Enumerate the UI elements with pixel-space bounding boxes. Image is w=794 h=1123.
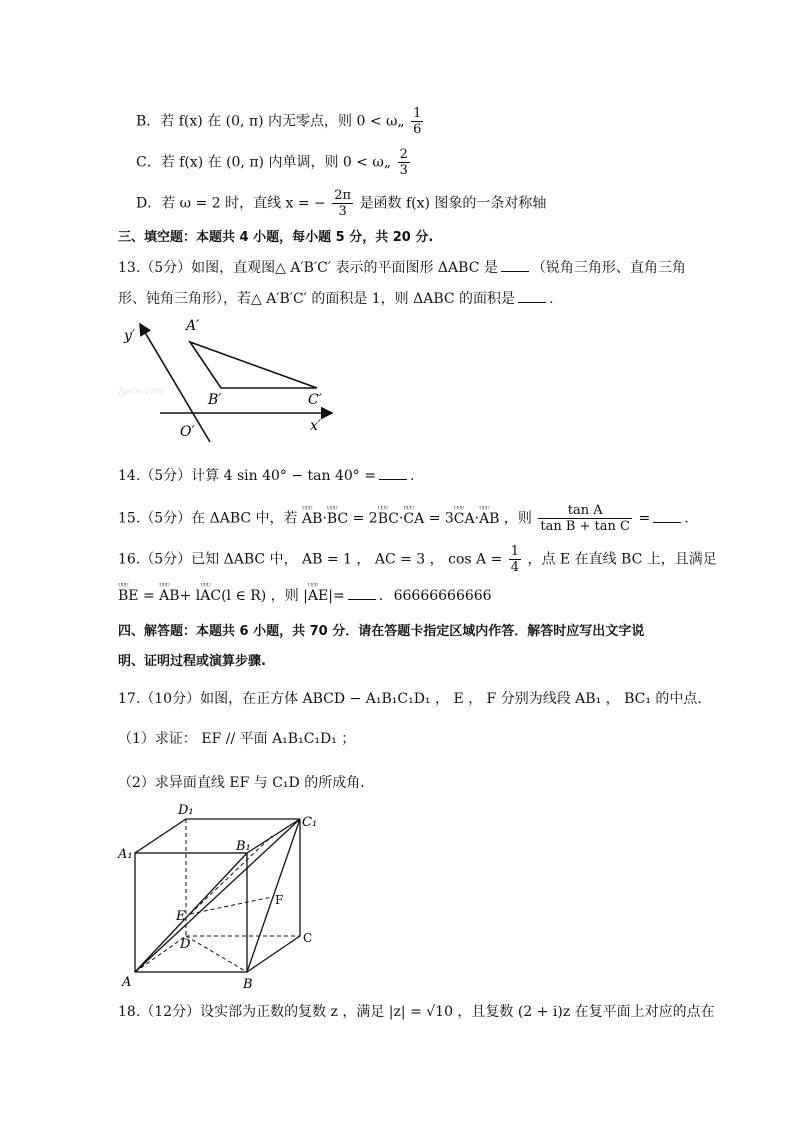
vector-bc: ᵁᵁᵁ BC — [327, 509, 348, 529]
vector-bc: ᵁᵁᵁ BC — [378, 509, 399, 529]
cube-figure — [110, 800, 330, 995]
option-c — [136, 147, 412, 178]
option-b-fraction: $\frac{1}{6}$ — [413, 106, 422, 137]
option-d-text-post: 是函数 f(x) 图象的一条对称轴 — [359, 195, 547, 212]
option-c-fraction: $\frac{2}{3}$ — [399, 147, 408, 178]
vector-be: ᵁᵁᵁ BE — [118, 586, 139, 606]
line-db — [186, 936, 247, 972]
q16-blank[interactable] — [348, 586, 376, 600]
q17-part2: （2）求异面直线 EF 与 C₁D 的所成角． — [118, 775, 375, 791]
option-d-text-pre: D．若 ω = 2 时，直线 x = − — [136, 195, 326, 212]
label-f: F — [275, 893, 284, 907]
q15-blank[interactable] — [653, 509, 681, 523]
q18: 18.（12分）设实部为正数的复数 z ，满足 |z| = √10 ，且复数 (2 + i)z 在复平面上对应的点在 — [118, 1004, 715, 1020]
label-o: O′ — [180, 424, 195, 440]
label-b: B′ — [208, 392, 222, 408]
section4-heading-line1: 四、解答题：本题共 6 小题，共 70 分．请在答题卡指定区域内作答．解答时应写出文字说 — [118, 624, 645, 639]
label-a: A — [122, 975, 132, 990]
section3-heading: 三、填空题：本题共 4 小题，每小题 5 分，共 20 分. — [118, 230, 434, 245]
q13-line1: 13.（5分）如图，直观图△ A′B′C′ 表示的平面图形 ΔABC 是 （锐角三角形、直角三角 — [118, 260, 686, 276]
edge-bc — [247, 936, 300, 972]
label-a1: A₁ — [118, 847, 133, 862]
vector-ca: ᵁᵁᵁ CA — [454, 509, 475, 529]
option-b-text: B．若 f(x) 在 (0, π) 内无零点，则 0 < ω„ — [136, 113, 405, 130]
vector-ca: ᵁᵁᵁ CA — [403, 509, 424, 529]
edge-b1c1 — [247, 819, 300, 853]
label-y: y′ — [124, 328, 136, 344]
option-d-fraction: $\frac{2\pi}{3}$ — [334, 188, 352, 219]
label-c1: C₁ — [302, 815, 318, 830]
label-e: E — [176, 909, 186, 924]
q14-blank[interactable] — [379, 466, 407, 480]
q17-stem: 17.（10分）如图，在正方体 ABCD − A₁B₁C₁D₁ ， E ， F 分别为线段 AB₁ ， BC₁ 的中点． — [118, 691, 712, 707]
section4-heading-line2: 明、证明过程或演算步骤. — [118, 654, 266, 669]
vector-ab: ᵁᵁᵁ AB — [159, 586, 179, 606]
vector-ac: ᵁᵁᵁ AC — [200, 586, 221, 606]
vector-ae: ᵁᵁᵁ AE — [308, 586, 328, 606]
y-axis — [140, 324, 210, 442]
q15-fraction: $\frac{\text{tan A}}{\text{tan B + tan C}}$ — [540, 503, 630, 534]
label-c: C′ — [308, 392, 322, 408]
label-b: B — [243, 977, 253, 992]
option-b — [136, 106, 425, 137]
diag-bc1 — [247, 819, 300, 972]
q13-blank-2[interactable] — [518, 289, 546, 303]
q13-figure — [110, 312, 350, 447]
edge-a1d1 — [135, 819, 186, 853]
q17-part1: （1）求证： EF // 平面 A₁B₁C₁D₁ ； — [118, 731, 356, 747]
edge-ad — [135, 936, 186, 972]
q15: 15.（5分）在 ΔABC 中，若 ᵁᵁᵁ AB·ᵁᵁᵁ BC = 2ᵁᵁᵁ BC·ᵁᵁᵁ CA = 3ᵁᵁᵁ CA·ᵁᵁᵁ AB ，则 $\frac{\text{tan A}}{\text{tan B + tan C}}$ = . — [118, 503, 689, 534]
label-a: A′ — [186, 318, 200, 334]
q14: 14.（5分）计算 4 sin 40° − tan 40° = . — [118, 468, 415, 484]
vector-ab: ᵁᵁᵁ AB — [302, 509, 322, 529]
triangle-abc-prime — [190, 342, 317, 388]
label-d1: D₁ — [178, 803, 194, 818]
label-d: D — [180, 937, 191, 952]
q13-line2: 形、钝角三角形），若△ A′B′C′ 的面积是 1，则 ΔABC 的面积是 . — [118, 291, 554, 307]
vector-ab: ᵁᵁᵁ AB — [479, 509, 499, 529]
label-x: x′ — [310, 418, 322, 434]
watermark: Jyeoo.com — [118, 387, 165, 397]
q16-fraction: $\frac{1}{4}$ — [510, 544, 520, 575]
option-d — [136, 188, 546, 219]
q16-line1: 16.（5分）已知 ΔABC 中， AB = 1 ， AC = 3 ， cos A = $\frac{1}{4}$ ，点 E 在直线 BC 上，且满足 — [118, 544, 717, 575]
line-ec1 — [190, 836, 272, 914]
label-c: C — [303, 931, 313, 945]
option-c-text: C．若 f(x) 在 (0, π) 内单调，则 0 < ω„ — [136, 154, 392, 171]
q13-blank-1[interactable] — [501, 258, 529, 272]
q16-line2: ᵁᵁᵁ BE = ᵁᵁᵁ AB+ lᵁᵁᵁ AC(l ∈ R) ，则 |ᵁᵁᵁ AE|= . 66666666666 — [118, 586, 492, 606]
label-b1: B₁ — [236, 839, 251, 854]
